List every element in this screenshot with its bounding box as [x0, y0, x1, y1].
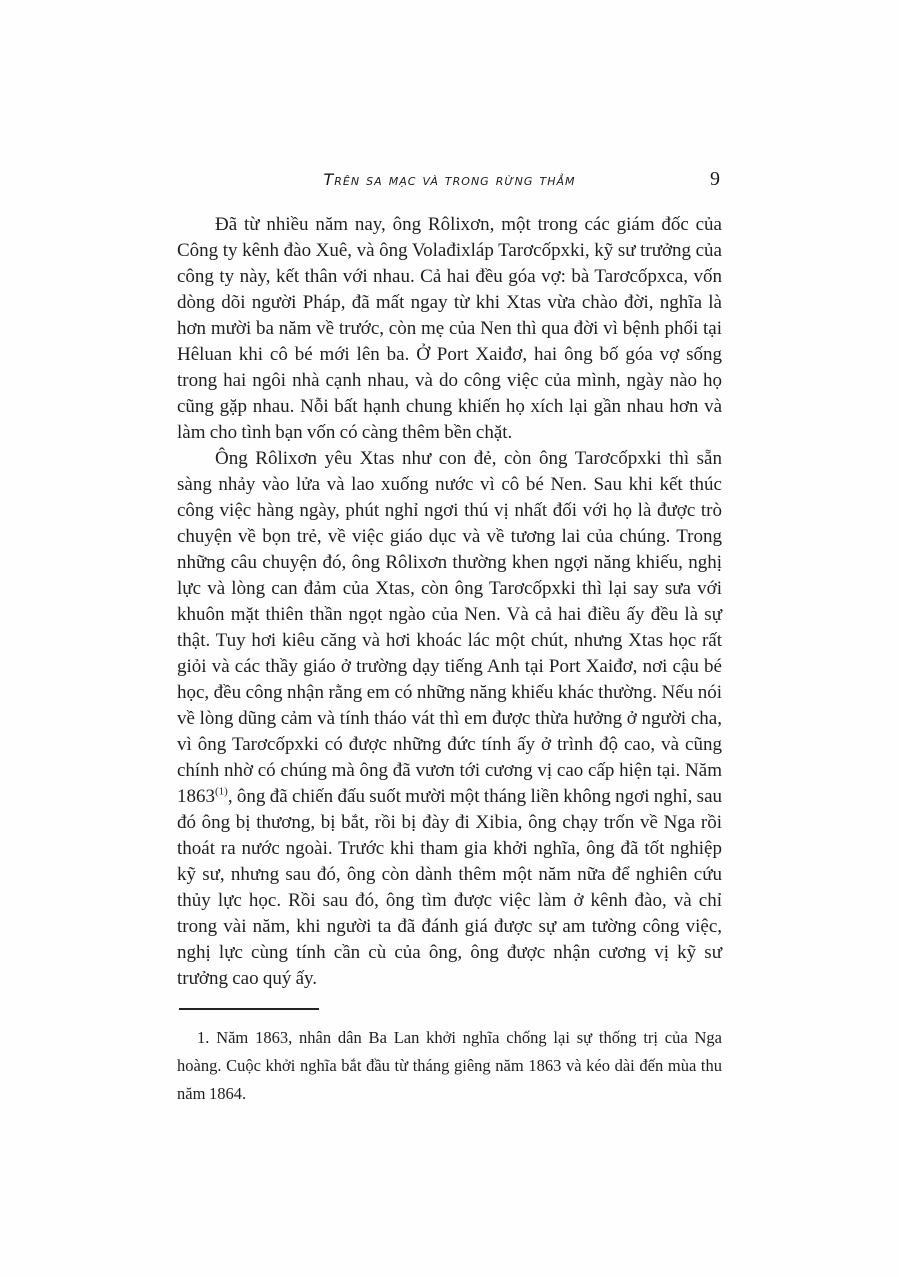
footnote-text: 1. Năm 1863, nhân dân Ba Lan khởi nghĩa chống lại sự thống trị của Nga hoàng. Cuộc khởi nghĩa bắt đầu từ tháng giêng năm 1863 và kéo dài đến mùa thu năm 1864. [177, 1028, 722, 1103]
paragraph [177, 446, 722, 992]
footnote-ref: (1) [215, 785, 228, 798]
running-title: Trên sa mạc và trong rừng thẳm [323, 170, 576, 189]
paragraph: Đã từ nhiều năm nay, ông Rôlixơn, một trong các giám đốc của Công ty kênh đào Xuê, và ông Volađixláp Tarơcốpxki, kỹ sư trưởng của công ty này, kết thân với nhau. Cả hai đều góa vợ: bà Tarơcốpxca, vốn dòng dõi người Pháp, đã mất ngay từ khi Xtas vừa chào đời, nghĩa là hơn mười ba năm về trước, còn mẹ của Nen thì qua đời vì bệnh phổi tại Hêluan khi cô bé mới lên ba. Ở Port Xaiđơ, hai ông bố góa vợ sống trong hai ngôi nhà cạnh nhau, và do công việc của mình, ngày nào họ cũng gặp nhau. Nỗi bất hạnh chung khiến họ xích lại gần nhau hơn và làm cho tình bạn vốn có càng thêm bền chặt. [177, 214, 722, 443]
page-number: 9 [710, 168, 720, 190]
footnote-rule [179, 1008, 319, 1010]
text-block [177, 170, 722, 1108]
paragraph-text: , ông đã chiến đấu suốt mười một tháng liền không ngơi nghỉ, sau đó ông bị thương, bị bắt, rồi bị đày đi Xibia, ông chạy trốn về Nga rồi thoát ra nước ngoài. Trước khi tham gia khởi nghĩa, ông đã tốt nghiệp kỹ sư, nhưng sau đó, ông còn dành thêm một năm nữa để nghiên cứu thủy lực học. Rồi sau đó, ông tìm được việc làm ở kênh đào, và chỉ trong vài năm, khi người ta đã đánh giá được sự am tường công việc, nghị lực cùng tính cần cù của ông, ông được nhận cương vị kỹ sư trưởng cao quý ấy. [177, 786, 722, 989]
body-text [177, 212, 722, 992]
paragraph-text: Ông Rôlixơn yêu Xtas như con đẻ, còn ông Tarơcốpxki thì sẵn sàng nhảy vào lửa và lao xuống nước vì cô bé Nen. Sau khi kết thúc công việc hàng ngày, phút nghỉ ngơi thú vị nhất đối với họ là được trò chuyện về bọn trẻ, về việc giáo dục và về tương lai của chúng. Trong những câu chuyện đó, ông Rôlixơn thường khen ngợi năng khiếu, nghị lực và lòng can đảm của Xtas, còn ông Tarơcốpxki thì lại say sưa với khuôn mặt thiên thần ngọt ngào của Nen. Và cả hai điều ấy đều là sự thật. Tuy hơi kiêu căng và hơi khoác lác một chút, nhưng Xtas học rất giỏi và các thầy giáo ở trường dạy tiếng Anh tại Port Xaiđơ, nơi cậu bé học, đều công nhận rằng em có những năng khiếu khác thường. Nếu nói về lòng dũng cảm và tính tháo vát thì em được thừa hưởng ở người cha, vì ông Tarơcốpxki có được những đức tính ấy ở trình độ cao, và cũng chính nhờ có chúng mà ông đã vươn tới cương vị cao cấp hiện tại. Năm 1863 [177, 448, 722, 807]
running-header [177, 170, 722, 196]
